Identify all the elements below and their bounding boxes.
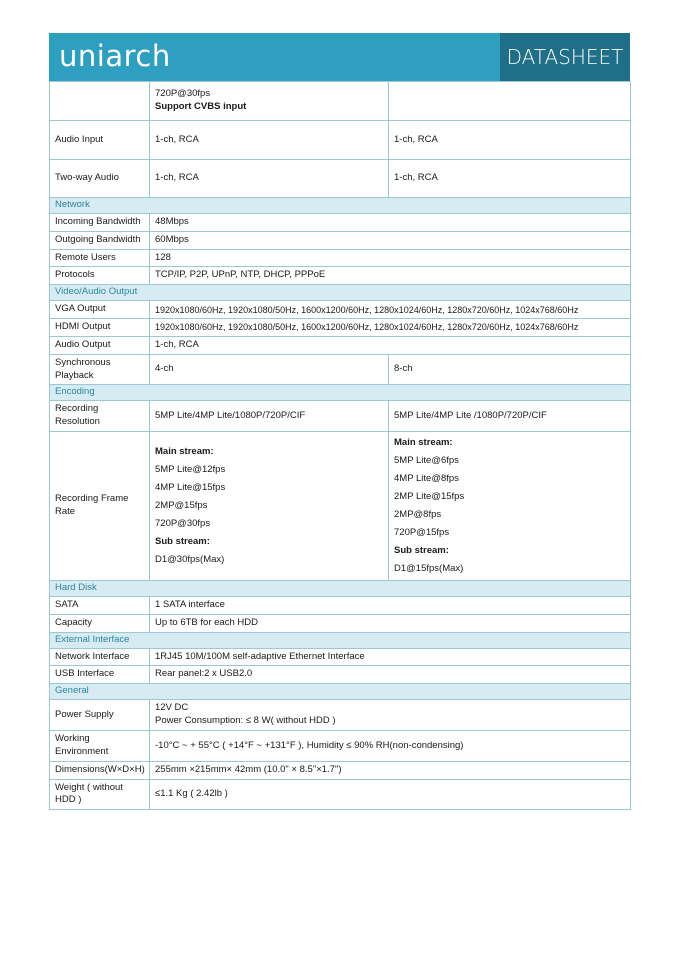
row-label: Synchronous Playback xyxy=(50,354,150,385)
row-value: 1-ch, RCA xyxy=(389,121,631,160)
section-header xyxy=(50,385,631,401)
section-header xyxy=(50,580,631,596)
power-line: 12V DC xyxy=(155,702,189,714)
header-banner xyxy=(49,33,630,81)
brand-logo: uniarch xyxy=(59,39,171,73)
table-row xyxy=(50,761,631,779)
spec-table xyxy=(49,81,631,810)
row-value: 5MP Lite/4MP Lite /1080P/720P/CIF xyxy=(389,401,631,432)
section-header xyxy=(50,198,631,214)
row-value xyxy=(150,82,389,121)
row-label: USB Interface xyxy=(50,666,150,684)
table-row xyxy=(50,82,631,121)
list-item: 5MP Lite@12fps xyxy=(155,463,226,475)
row-value: 1-ch, RCA xyxy=(150,336,631,354)
table-row xyxy=(50,731,631,762)
row-label: Recording Frame Rate xyxy=(50,431,150,580)
row-value: 4-ch xyxy=(150,354,389,385)
row-value: 60Mbps xyxy=(150,231,631,249)
row-label: VGA Output xyxy=(50,301,150,319)
video-line: 720P@30fps xyxy=(155,88,211,100)
list-item: 4MP Lite@8fps xyxy=(394,472,459,484)
list-item: 5MP Lite@6fps xyxy=(394,454,459,466)
table-row xyxy=(50,431,631,580)
row-label: SATA xyxy=(50,596,150,614)
table-row xyxy=(50,160,631,198)
list-item: Main stream: xyxy=(394,436,453,448)
row-value: Up to 6TB for each HDD xyxy=(150,614,631,632)
list-item: Main stream: xyxy=(155,445,214,457)
row-value: -10°C ~ + 55°C ( +14°F ~ +131°F ), Humidity ≤ 90% RH(non-condensing) xyxy=(150,731,631,762)
row-label: Remote Users xyxy=(50,249,150,267)
row-value: 1 SATA interface xyxy=(150,596,631,614)
list-item: 720P@30fps xyxy=(155,517,211,529)
row-value: ≤1.1 Kg ( 2.42lb ) xyxy=(150,779,631,810)
row-value: Rear panel:2 x USB2.0 xyxy=(150,666,631,684)
row-label: Two-way Audio xyxy=(50,160,150,198)
list-item: Sub stream: xyxy=(155,535,210,547)
row-label: Dimensions(W×D×H) xyxy=(50,761,150,779)
row-value: 255mm ×215mm× 42mm (10.0" × 8.5"×1.7") xyxy=(150,761,631,779)
row-value xyxy=(389,82,631,121)
row-value: 1920x1080/60Hz, 1920x1080/50Hz, 1600x1200/60Hz, 1280x1024/60Hz, 1280x720/60Hz, 1024x768/60Hz xyxy=(150,301,631,319)
row-label: Weight ( without HDD ) xyxy=(50,779,150,810)
row-value: 1-ch, RCA xyxy=(150,121,389,160)
row-label: HDMI Output xyxy=(50,319,150,337)
row-value: 8-ch xyxy=(389,354,631,385)
table-row xyxy=(50,354,631,385)
frame-rate-list-b xyxy=(389,431,631,580)
table-row xyxy=(50,231,631,249)
table-row xyxy=(50,121,631,160)
row-value: 1920x1080/60Hz, 1920x1080/50Hz, 1600x1200/60Hz, 1280x1024/60Hz, 1280x720/60Hz, 1024x768/60Hz xyxy=(150,319,631,337)
list-item: 2MP@8fps xyxy=(394,508,442,520)
section-title: Hard Disk xyxy=(50,580,631,596)
list-item: 720P@15fps xyxy=(394,526,450,538)
video-line: Support CVBS input xyxy=(155,101,247,112)
row-label: Working Environment xyxy=(50,731,150,762)
row-label xyxy=(50,82,150,121)
table-row xyxy=(50,214,631,232)
row-label: Incoming Bandwidth xyxy=(50,214,150,232)
row-label: Outgoing Bandwidth xyxy=(50,231,150,249)
row-value: 1RJ45 10M/100M self-adaptive Ethernet Interface xyxy=(150,648,631,666)
section-title: Network xyxy=(50,198,631,214)
table-row xyxy=(50,319,631,337)
section-title: External Interface xyxy=(50,632,631,648)
row-value: 48Mbps xyxy=(150,214,631,232)
row-label: Power Supply xyxy=(50,700,150,731)
row-value: 1-ch, RCA xyxy=(389,160,631,198)
list-item: D1@30fps(Max) xyxy=(155,553,225,565)
row-value: 5MP Lite/4MP Lite/1080P/720P/CIF xyxy=(150,401,389,432)
row-value: TCP/IP, P2P, UPnP, NTP, DHCP, PPPoE xyxy=(150,267,631,285)
row-label: Protocols xyxy=(50,267,150,285)
table-row xyxy=(50,666,631,684)
row-value: 128 xyxy=(150,249,631,267)
row-label: Audio Output xyxy=(50,336,150,354)
section-title: General xyxy=(50,684,631,700)
list-item: D1@15fps(Max) xyxy=(394,562,464,574)
section-title: Encoding xyxy=(50,385,631,401)
list-item: 2MP Lite@15fps xyxy=(394,490,465,502)
table-row xyxy=(50,700,631,731)
list-item: Sub stream: xyxy=(394,544,449,556)
row-label: Recording Resolution xyxy=(50,401,150,432)
table-row xyxy=(50,336,631,354)
power-line: Power Consumption: ≤ 8 W( without HDD ) xyxy=(155,715,336,727)
datasheet-badge: DATASHEET xyxy=(500,33,630,81)
section-header xyxy=(50,285,631,301)
frame-rate-list-a xyxy=(150,431,389,580)
list-item: 2MP@15fps xyxy=(155,499,208,511)
section-header xyxy=(50,684,631,700)
table-row xyxy=(50,614,631,632)
table-row xyxy=(50,301,631,319)
row-value xyxy=(150,700,631,731)
table-row xyxy=(50,249,631,267)
list-item: 4MP Lite@15fps xyxy=(155,481,226,493)
table-row xyxy=(50,596,631,614)
row-label: Network Interface xyxy=(50,648,150,666)
table-row xyxy=(50,267,631,285)
table-row xyxy=(50,648,631,666)
table-row xyxy=(50,779,631,810)
section-title: Video/Audio Output xyxy=(50,285,631,301)
row-label: Capacity xyxy=(50,614,150,632)
section-header xyxy=(50,632,631,648)
table-row xyxy=(50,401,631,432)
row-label: Audio Input xyxy=(50,121,150,160)
row-value: 1-ch, RCA xyxy=(150,160,389,198)
